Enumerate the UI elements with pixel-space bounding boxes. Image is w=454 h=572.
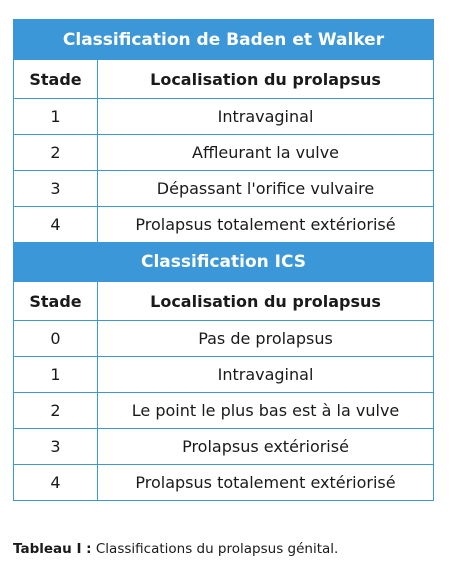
cell-localisation: Le point le plus bas est à la vulve — [98, 393, 434, 429]
cell-stade: 4 — [14, 207, 98, 243]
table-row — [14, 357, 434, 393]
cell-stade: 4 — [14, 465, 98, 501]
cell-localisation: Prolapsus totalement extériorisé — [98, 207, 434, 243]
cell-stade: 2 — [14, 393, 98, 429]
table-row — [14, 465, 434, 501]
section-title: Classification de Baden et Walker — [14, 20, 434, 60]
column-header-stade: Stade — [14, 282, 98, 321]
table-row — [14, 393, 434, 429]
section-title-row — [14, 243, 434, 282]
classification-table-container — [13, 19, 433, 501]
section-title: Classification ICS — [14, 243, 434, 282]
cell-localisation: Intravaginal — [98, 357, 434, 393]
column-header-row — [14, 282, 434, 321]
column-header-stade: Stade — [14, 60, 98, 99]
cell-localisation: Prolapsus totalement extériorisé — [98, 465, 434, 501]
classification-table — [13, 19, 434, 501]
table-caption — [13, 541, 338, 557]
column-header-localisation: Localisation du prolapsus — [98, 60, 434, 99]
table-row — [14, 321, 434, 357]
cell-stade: 3 — [14, 429, 98, 465]
cell-stade: 3 — [14, 171, 98, 207]
caption-label: Tableau I : — [13, 541, 92, 557]
cell-localisation: Dépassant l'orifice vulvaire — [98, 171, 434, 207]
classification-table-body — [14, 20, 434, 501]
section-title-row — [14, 20, 434, 60]
table-row — [14, 429, 434, 465]
cell-localisation: Intravaginal — [98, 99, 434, 135]
table-row — [14, 171, 434, 207]
cell-localisation: Pas de prolapsus — [98, 321, 434, 357]
table-row — [14, 207, 434, 243]
cell-localisation: Prolapsus extériorisé — [98, 429, 434, 465]
column-header-localisation: Localisation du prolapsus — [98, 282, 434, 321]
cell-stade: 2 — [14, 135, 98, 171]
table-row — [14, 135, 434, 171]
cell-stade: 0 — [14, 321, 98, 357]
caption-text: Classifications du prolapsus génital. — [91, 541, 339, 557]
cell-localisation: Affleurant la vulve — [98, 135, 434, 171]
table-row — [14, 99, 434, 135]
cell-stade: 1 — [14, 357, 98, 393]
column-header-row — [14, 60, 434, 99]
cell-stade: 1 — [14, 99, 98, 135]
